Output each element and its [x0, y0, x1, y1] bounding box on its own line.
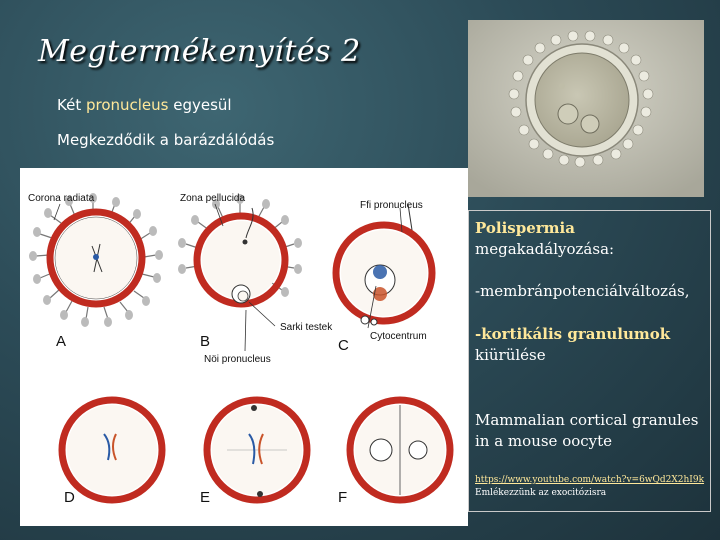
bullet-pronucleus: [57, 96, 232, 114]
panel-c-egg: [336, 204, 432, 325]
exocytosis-note: Emlékezzünk az exocitózisra: [475, 488, 607, 498]
label-zona-pellucida: Zona pellucida: [180, 193, 246, 204]
panel-label-b: B: [200, 333, 211, 350]
oocyte-photo: [468, 20, 704, 197]
panel-f-egg: [350, 400, 450, 500]
bullet-cleavage: Megkezdődik a barázdálódás: [57, 131, 275, 149]
panel-label-a: A: [56, 333, 67, 350]
panel-e-egg: [207, 400, 307, 500]
panel-b-egg: [178, 194, 302, 304]
panel-a-egg: [29, 193, 163, 327]
cortical-granules-rest: kiürülése: [475, 346, 546, 364]
diagram-svg: [20, 168, 468, 526]
label-corona-radiata: Corona radiata: [28, 193, 95, 204]
page-title: Megtermékenyítés 2: [38, 34, 361, 69]
panel-label-e: E: [200, 489, 211, 506]
polyspermy-subtitle: megakadályozása:: [475, 240, 615, 258]
bullet-highlight: pronucleus: [85, 96, 169, 114]
label-noi-pronucleus: Nöi pronucleus: [204, 354, 271, 365]
polyspermy-title: Polispermia: [475, 219, 575, 237]
panel-label-c: C: [338, 337, 349, 354]
membrane-potential-text: -membránpotenciálváltozás,: [475, 282, 690, 300]
panel-d-egg: [62, 400, 162, 500]
fertilization-diagram: [20, 168, 468, 526]
label-sarki-testek: Sarki testek: [280, 322, 333, 333]
polyspermy-textbox: [468, 210, 711, 512]
label-cytocentrum: Cytocentrum: [370, 331, 427, 342]
oocyte-photo-svg: [468, 20, 704, 197]
bullet-suffix: egyesül: [168, 96, 232, 114]
polyspermy-heading: [475, 218, 614, 260]
cortical-granules-bold: -kortikális granulumok: [475, 325, 671, 343]
panel-label-f: F: [338, 489, 348, 506]
label-ffi-pronucleus: Ffi pronucleus: [360, 200, 423, 211]
youtube-link[interactable]: https://www.youtube.com/watch?v=6wQd2X2hI9k: [475, 475, 705, 485]
cortical-granules-text: [475, 324, 670, 366]
bullet-prefix: Két: [57, 96, 86, 114]
panel-label-d: D: [64, 489, 75, 506]
mammalian-granules-text: Mammalian cortical granules in a mouse oocyte: [475, 411, 699, 450]
